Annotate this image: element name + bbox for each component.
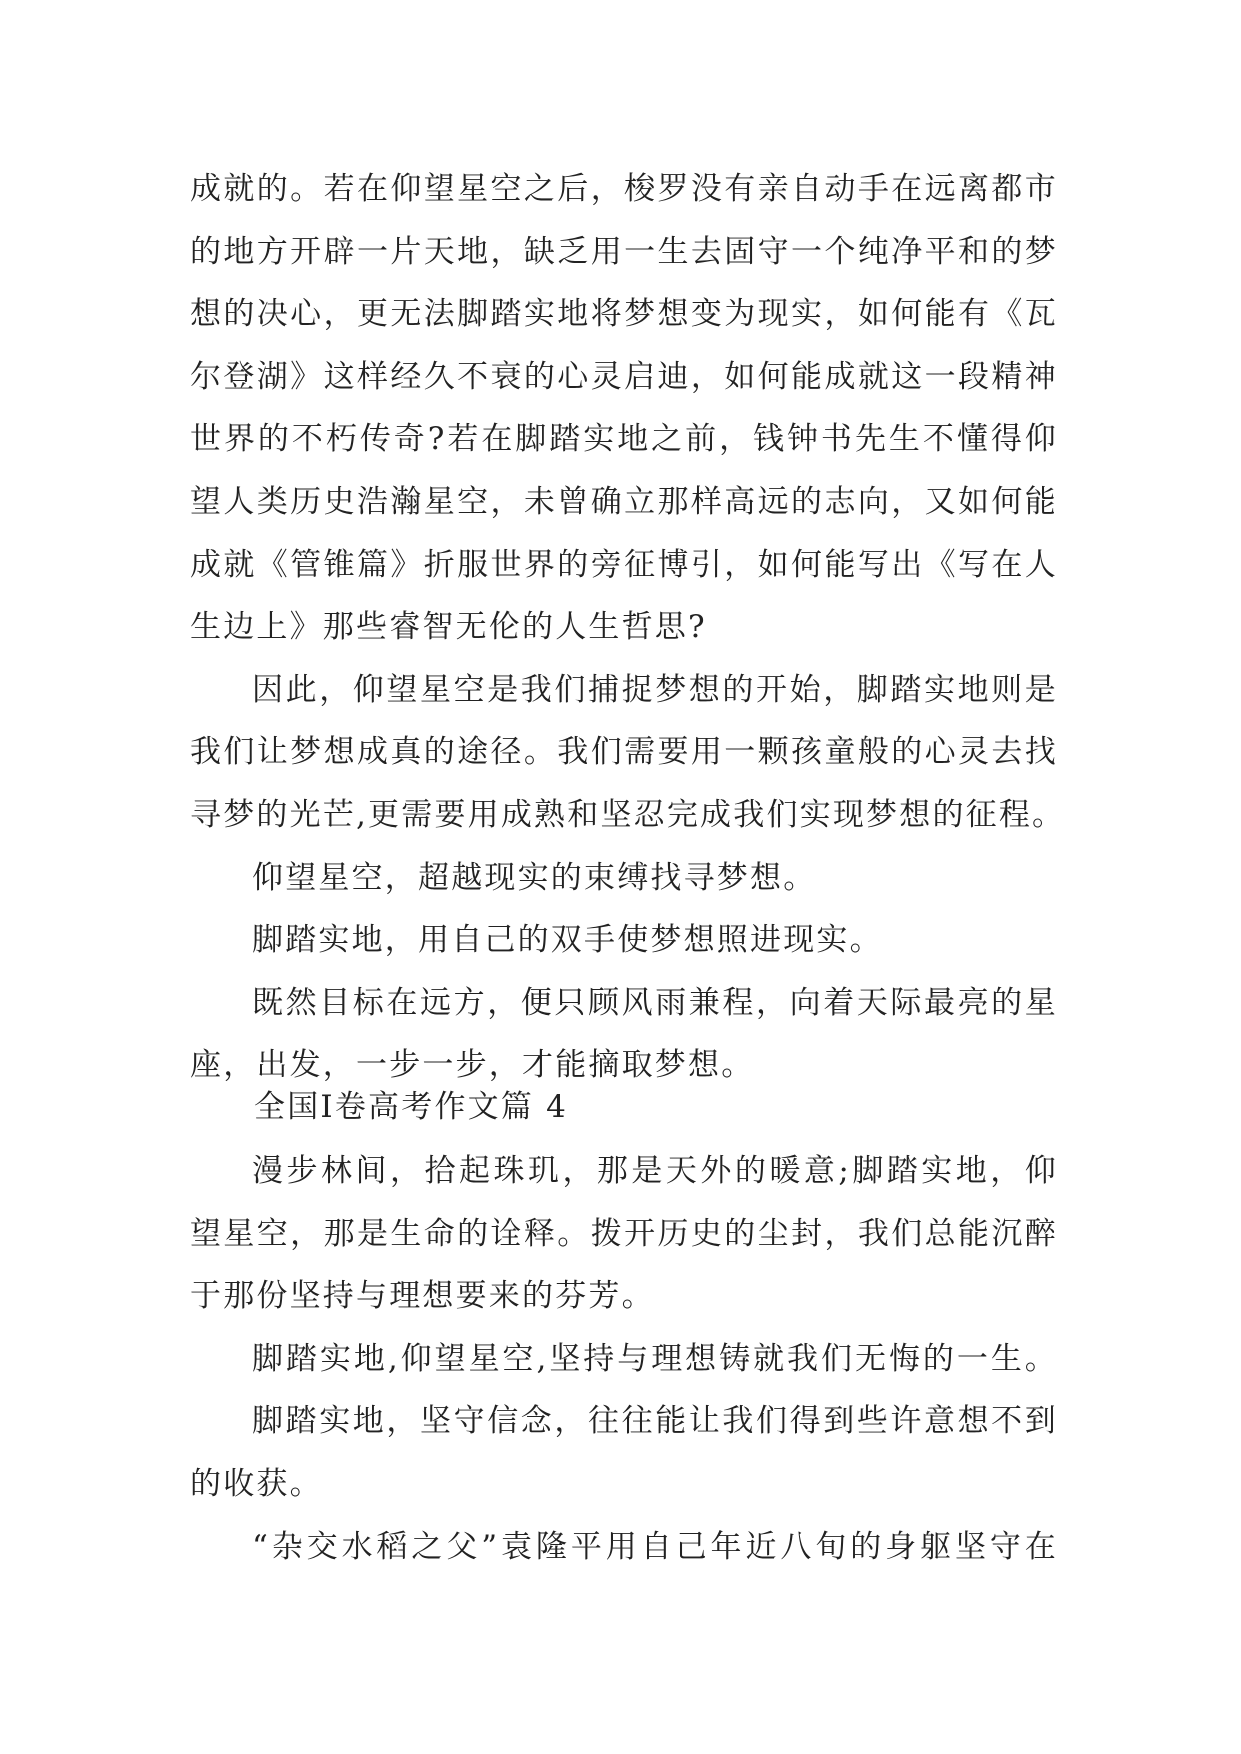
text-line: 漫步林间，拾起珠玑，那是天外的暖意;脚踏实地，仰 — [252, 1153, 1058, 1189]
text-line: 于那份坚持与理想要来的芬芳。 — [190, 1278, 655, 1315]
paragraph-thesis — [190, 1328, 1058, 1391]
text-line: 脚踏实地,仰望星空,坚持与理想铸就我们无悔的一生。 — [252, 1340, 1058, 1377]
section-2-heading: 全国Ⅰ卷高考作文篇 4 — [254, 1089, 569, 1125]
text-line: 我们让梦想成真的途径。我们需要用一颗孩童般的心灵去找 — [190, 734, 1058, 771]
section-1-body — [190, 158, 1066, 1097]
text-line: 座，出发，一步一步，才能摘取梦想。 — [190, 1047, 755, 1084]
text-line: 脚踏实地，坚守信念，往往能让我们得到些许意想不到 — [252, 1403, 1058, 1440]
paragraph-short-1 — [190, 847, 1058, 910]
text-line: “杂交水稻之父”袁隆平用自己年近八旬的身躯坚守在 — [252, 1528, 1058, 1565]
paragraph-example — [190, 1516, 1058, 1579]
text-line: 的收获。 — [190, 1465, 323, 1502]
text-line: 成就《管锥篇》折服世界的旁征博引，如何能写出《写在人 — [190, 546, 1058, 583]
text-line: 世界的不朽传奇?若在脚踏实地之前，钱钟书先生不懂得仰 — [190, 421, 1058, 458]
text-line: 仰望星空，超越现实的束缚找寻梦想。 — [252, 859, 817, 896]
text-line: 尔登湖》这样经久不衰的心灵启迪，如何能成就这一段精神 — [190, 358, 1058, 395]
text-line: 望星空，那是生命的诠释。拨开历史的尘封，我们总能沉醉 — [190, 1215, 1058, 1252]
text-line: 生边上》那些睿智无伦的人生哲思? — [190, 609, 707, 646]
text-line: 脚踏实地，用自己的双手使梦想照进现实。 — [252, 922, 883, 959]
text-line: 成就的。若在仰望星空之后，梭罗没有亲自动手在远离都市 — [190, 171, 1058, 207]
text-line: 想的决心，更无法脚踏实地将梦想变为现实，如何能有《瓦 — [190, 296, 1058, 333]
text-line: 的地方开辟一片天地，缺乏用一生去固守一个纯净平和的梦 — [190, 233, 1058, 270]
paragraph-short-2 — [190, 909, 1058, 972]
text-line: 寻梦的光芒,更需要用成熟和坚忍完成我们实现梦想的征程。 — [190, 796, 1066, 833]
paragraph-point — [190, 1390, 1058, 1515]
text-line: 既然目标在远方，便只顾风雨兼程，向着天际最亮的星 — [252, 984, 1058, 1021]
paragraph-continuation — [190, 158, 1058, 659]
paragraph-conclusion — [190, 659, 1066, 847]
text-line: 因此，仰望星空是我们捕捉梦想的开始，脚踏实地则是 — [252, 671, 1058, 708]
text-line: 望人类历史浩瀚星空，未曾确立那样高远的志向，又如何能 — [190, 483, 1058, 520]
paragraph-intro — [190, 1140, 1058, 1328]
section-2-body — [190, 1140, 1058, 1578]
